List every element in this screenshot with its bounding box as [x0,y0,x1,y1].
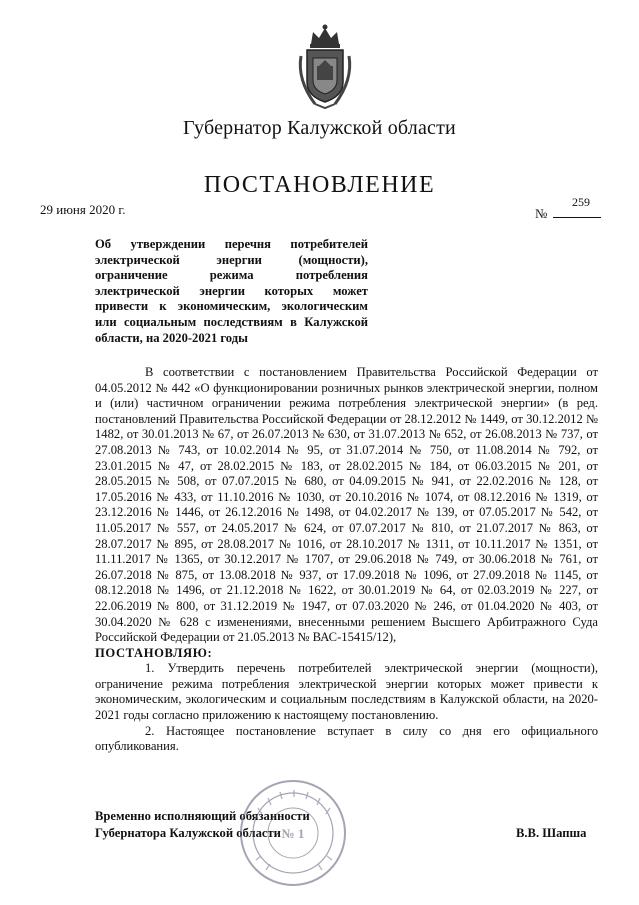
official-seal-stamp [228,778,358,888]
document-number-underline [553,217,601,218]
document-number: 259 [572,195,590,209]
item-paragraph-1: 1. Утвердить перечень потребителей электрической энергии (мощности), ограничение режима потребления электрической энергии которых может привести к экономическим, экологическим и социальным последствиям в Калужской области, на 2020-2021 годы согласно приложению к настоящему постановлению. [95,661,598,723]
coat-of-arms-emblem [293,22,357,110]
resolve-heading: ПОСТАНОВЛЯЮ: [95,645,213,660]
signatory-position-line-1: Временно исполняющий обязанности [95,809,310,823]
seal-number: № 1 [281,826,305,841]
signatory-name: В.В. Шапша [516,826,587,840]
issuing-authority: Губернатор Калужской области [183,117,456,139]
signatory-position-line-2: Губернатора Калужской области [95,826,281,840]
document-type-title: ПОСТАНОВЛЕНИЕ [203,172,436,198]
document-body [95,365,598,755]
preamble-paragraph: В соответствии с постановлением Правительства Российской Федерации от 04.05.2012 № 442 «О функционировании розничных рынков электрической энергии, полном и (или) частичном ограничении режима потребления электрической энергии» (в ред. постановлений Правительства Российской Федерации от 28.12.2012 № 1449, от 30.12.2012 № 1482, от 30.01.2013 № 67, от 26.07.2013 № 630, от 31.07.2013 № 652, от 26.08.2013 № 737, от 27.08.2013 № 743, от 10.02.2014 № 95, от 31.07.2014 № 750, от 11.08.2014 № 792, от 23.01.2015 № 47, от 28.02.2015 № 183, от 28.02.2015 № 184, от 06.03.2015 № 201, от 28.05.2015 № 508, от 07.07.2015 № 680, от 04.09.2015 № 941, от 22.02.2016 № 128, от 17.05.2016 № 433, от 11.10.2016 № 1030, от 20.10.2016 № 1074, от 08.12.2016 № 1319, от 23.12.2016 № 1446, от 26.12.2016 № 1498, от 04.02.2017 № 139, от 07.05.2017 № 542, от 11.05.2017 № 557, от 24.05.2017 № 624, от 07.07.2017 № 810, от 21.07.2017 № 863, от 28.07.2017 № 895, от 28.08.2017 № 1016, от 28.10.2017 № 1311, от 10.11.2017 № 1351, от 11.11.2017 № 1365, от 30.12.2017 № 1707, от 29.06.2018 № 749, от 30.06.2018 № 761, от 26.07.2018 № 875, от 13.08.2018 № 937, от 17.09.2018 № 1096, от 27.09.2018 № 1145, от 08.12.2018 № 1496, от 21.12.2018 № 1622, от 30.01.2019 № 64, от 02.03.2019 № 227, от 22.06.2019 № 800, от 31.12.2019 № 1947, от 07.03.2020 № 246, от 01.04.2020 № 403, от 30.04.2020 № 628 с изменениями, внесенными решением Высшего Арбитражного Суда Российской Федерации от 21.05.2013 № ВАС-15415/12), [95,365,598,645]
document-number-label: № [535,206,548,221]
item-paragraph-2: 2. Настоящее постановление вступает в силу со дня его официального опубликования. [95,723,598,754]
document-date: 29 июня 2020 г. [40,202,126,217]
document-subject: Об утверждении перечня потребителей электрической энергии (мощности), ограничение режима потребления электрической энергии которых может привести к экономическим, экологическим или социальным последствиям в Калужской области, на 2020-2021 годы [95,237,368,345]
